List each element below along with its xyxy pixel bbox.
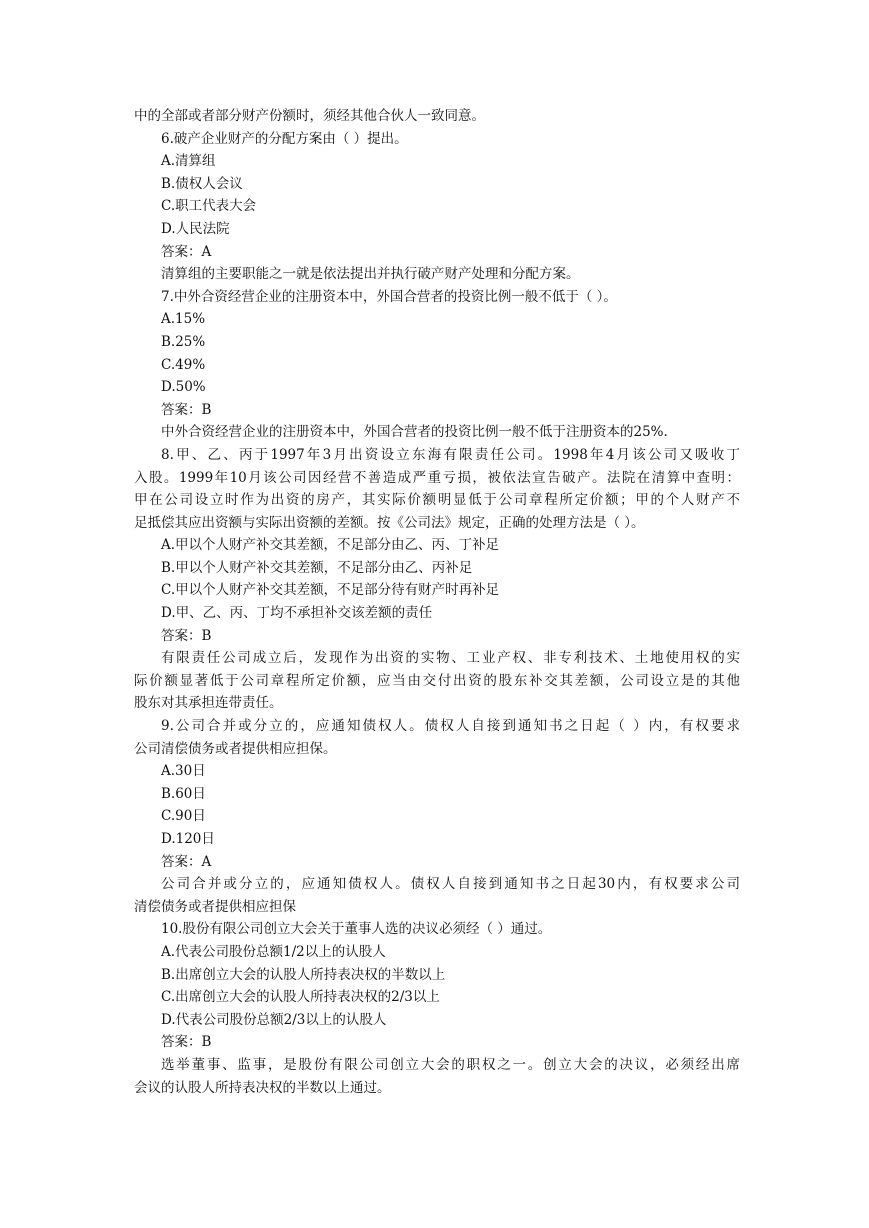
text-line: C.90日	[161, 808, 206, 825]
text-line: D.甲、乙、丙、丁均不承担补交该差额的责任	[161, 605, 433, 622]
text-line: D.50%	[161, 379, 206, 396]
text-line: D.代表公司股份总额2/3以上的认股人	[161, 1011, 387, 1028]
text-line: C.49%	[161, 356, 206, 373]
text-line: B.债权人会议	[161, 175, 243, 192]
text-line: 9.公司合并或分立的，应通知债权人。债权人自接到通知书之日起（ ）内，有权要求	[161, 718, 740, 735]
text-line: C.出席创立大会的认股人所持表决权的2/3以上	[161, 989, 440, 1006]
text-line: 答案：B	[161, 627, 212, 644]
text-line: 入股。1999年10月该公司因经营不善造成严重亏损，被依法宣告破产。法院在清算中查明：	[134, 469, 740, 486]
text-line: 10.股份有限公司创立大会关于董事人选的决议必须经（ ）通过。	[161, 921, 552, 938]
text-line: 8.甲、乙、丙于1997年3月出资设立东海有限责任公司。1998年4月该公司又吸收丁	[161, 446, 740, 463]
text-line: B.60日	[161, 785, 206, 802]
document-page	[134, 105, 740, 1099]
text-line: 答案：A	[161, 243, 212, 260]
text-line: 公司合并或分立的，应通知债权人。债权人自接到通知书之日起30内，有权要求公司	[161, 876, 740, 893]
text-line: A.清算组	[161, 153, 216, 170]
text-line: 6.破产企业财产的分配方案由（ ）提出。	[161, 130, 408, 147]
text-line: 7.中外合资经营企业的注册资本中，外国合营者的投资比例一般不低于（ ）。	[161, 288, 617, 305]
text-line: C.甲以个人财产补交其差额，不足部分待有财产时再补足	[161, 582, 500, 599]
text-line: 答案：B	[161, 1034, 212, 1051]
text-line: 中外合资经营企业的注册资本中，外国合营者的投资比例一般不低于注册资本的25%.	[161, 424, 668, 441]
text-line: 答案：B	[161, 401, 212, 418]
text-line: D.120日	[161, 831, 215, 847]
text-line: 足抵偿其应出资额与实际出资额的差额。按《公司法》规定，正确的处理方法是（ ）。	[134, 514, 645, 531]
text-line: A.15%	[161, 311, 206, 328]
text-line: 甲在公司设立时作为出资的房产，其实际价额明显低于公司章程所定价额；甲的个人财产不	[134, 492, 740, 509]
text-line: A.代表公司股份总额1/2以上的认股人	[161, 943, 386, 960]
text-line: 有限责任公司成立后，发现作为出资的实物、工业产权、非专利技术、土地使用权的实	[161, 650, 740, 667]
text-line: B.甲以个人财产补交其差额，不足部分由乙、丙补足	[161, 559, 473, 576]
text-line: D.人民法院	[161, 220, 230, 237]
text-line: A.30日	[161, 763, 206, 780]
text-line: 会议的认股人所持表决权的半数以上通过。	[134, 1079, 391, 1096]
text-line: 公司清偿债务或者提供相应担保。	[134, 740, 337, 757]
text-line: C.职工代表大会	[161, 198, 257, 215]
text-line: 清算组的主要职能之一就是依法提出并执行破产财产处理和分配方案。	[161, 266, 580, 283]
text-line: 选举董事、监事，是股份有限公司创立大会的职权之一。创立大会的决议，必须经出席	[161, 1056, 740, 1073]
text-line: 际价额显著低于公司章程所定价额，应当由交付出资的股东补交其差额，公司设立是的其他	[134, 672, 740, 689]
text-line: B.25%	[161, 333, 206, 350]
text-line: 股东对其承担连带责任。	[134, 695, 283, 712]
text-line: 答案：A	[161, 853, 212, 870]
text-line: 中的全部或者部分财产份额时，须经其他合伙人一致同意。	[134, 108, 485, 124]
text-line: B.出席创立大会的认股人所持表决权的半数以上	[161, 966, 446, 983]
text-line: 清偿债务或者提供相应担保	[134, 898, 296, 915]
text-line: A.甲以个人财产补交其差额，不足部分由乙、丙、丁补足	[161, 537, 500, 554]
